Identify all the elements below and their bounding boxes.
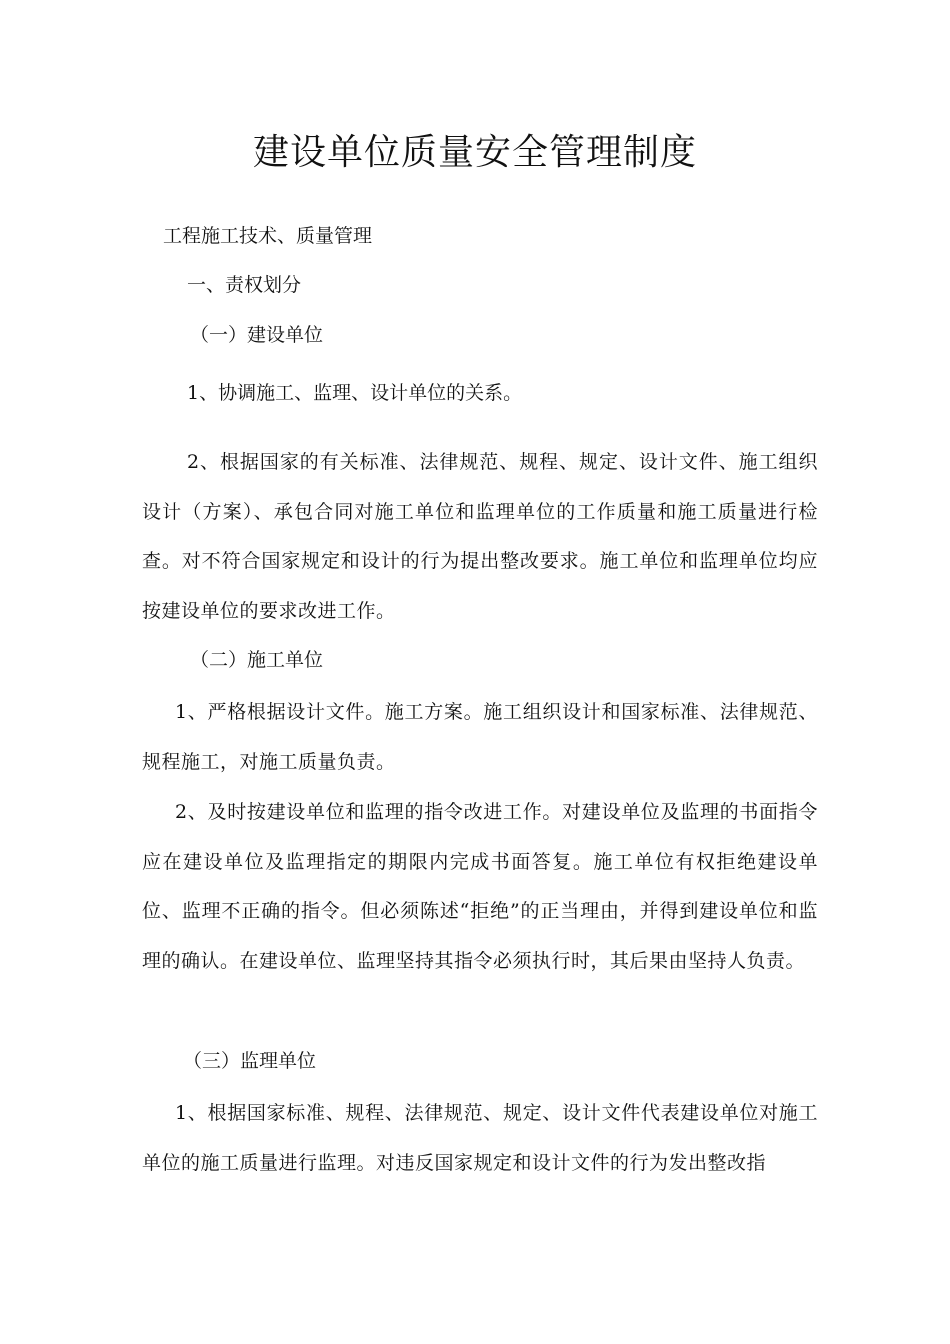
construction-unit-item-2: 2、根据国家的有关标准、法律规范、规程、规定、设计文件、施工组织设计（方案）、承包合同对施工单位和监理单位的工作质量和施工质量进行检查。对不符合国家规定和设计的行为提出整改要求。施工单位和监理单位均应按建设单位的要求改进工作。 [142,451,818,622]
supervision-unit-heading: （三）监理单位 [183,1050,317,1072]
chapter-heading: 一、责权划分 [187,274,302,296]
document-title: 建设单位质量安全管理制度 [252,132,697,173]
construction-unit-item-1: 1、协调施工、监理、设计单位的关系。 [187,382,523,404]
builder-unit-item-2: 2、及时按建设单位和监理的指令改进工作。对建设单位及监理的书面指令应在建设单位及监理指定的期限内完成书面答复。施工单位有权拒绝建设单位、监理不正确的指令。但必须陈述“拒绝”的正当理由，并得到建设单位和监理的确认。在建设单位、监理坚持其指令必须执行时，其后果由坚持人负责。 [142,801,818,972]
supervision-unit-item-1: 1、根据国家标准、规程、法律规范、规定、设计文件代表建设单位对施工单位的施工质量进行监理。对违反国家规定和设计文件的行为发出整改指 [142,1102,818,1174]
builder-unit-item-1: 1、严格根据设计文件。施工方案。施工组织设计和国家标准、法律规范、规程施工，对施工质量负责。 [142,701,818,773]
section-heading: 工程施工技术、质量管理 [163,225,373,247]
builder-unit-heading: （二）施工单位 [190,649,324,671]
construction-unit-heading: （一）建设单位 [190,324,324,346]
